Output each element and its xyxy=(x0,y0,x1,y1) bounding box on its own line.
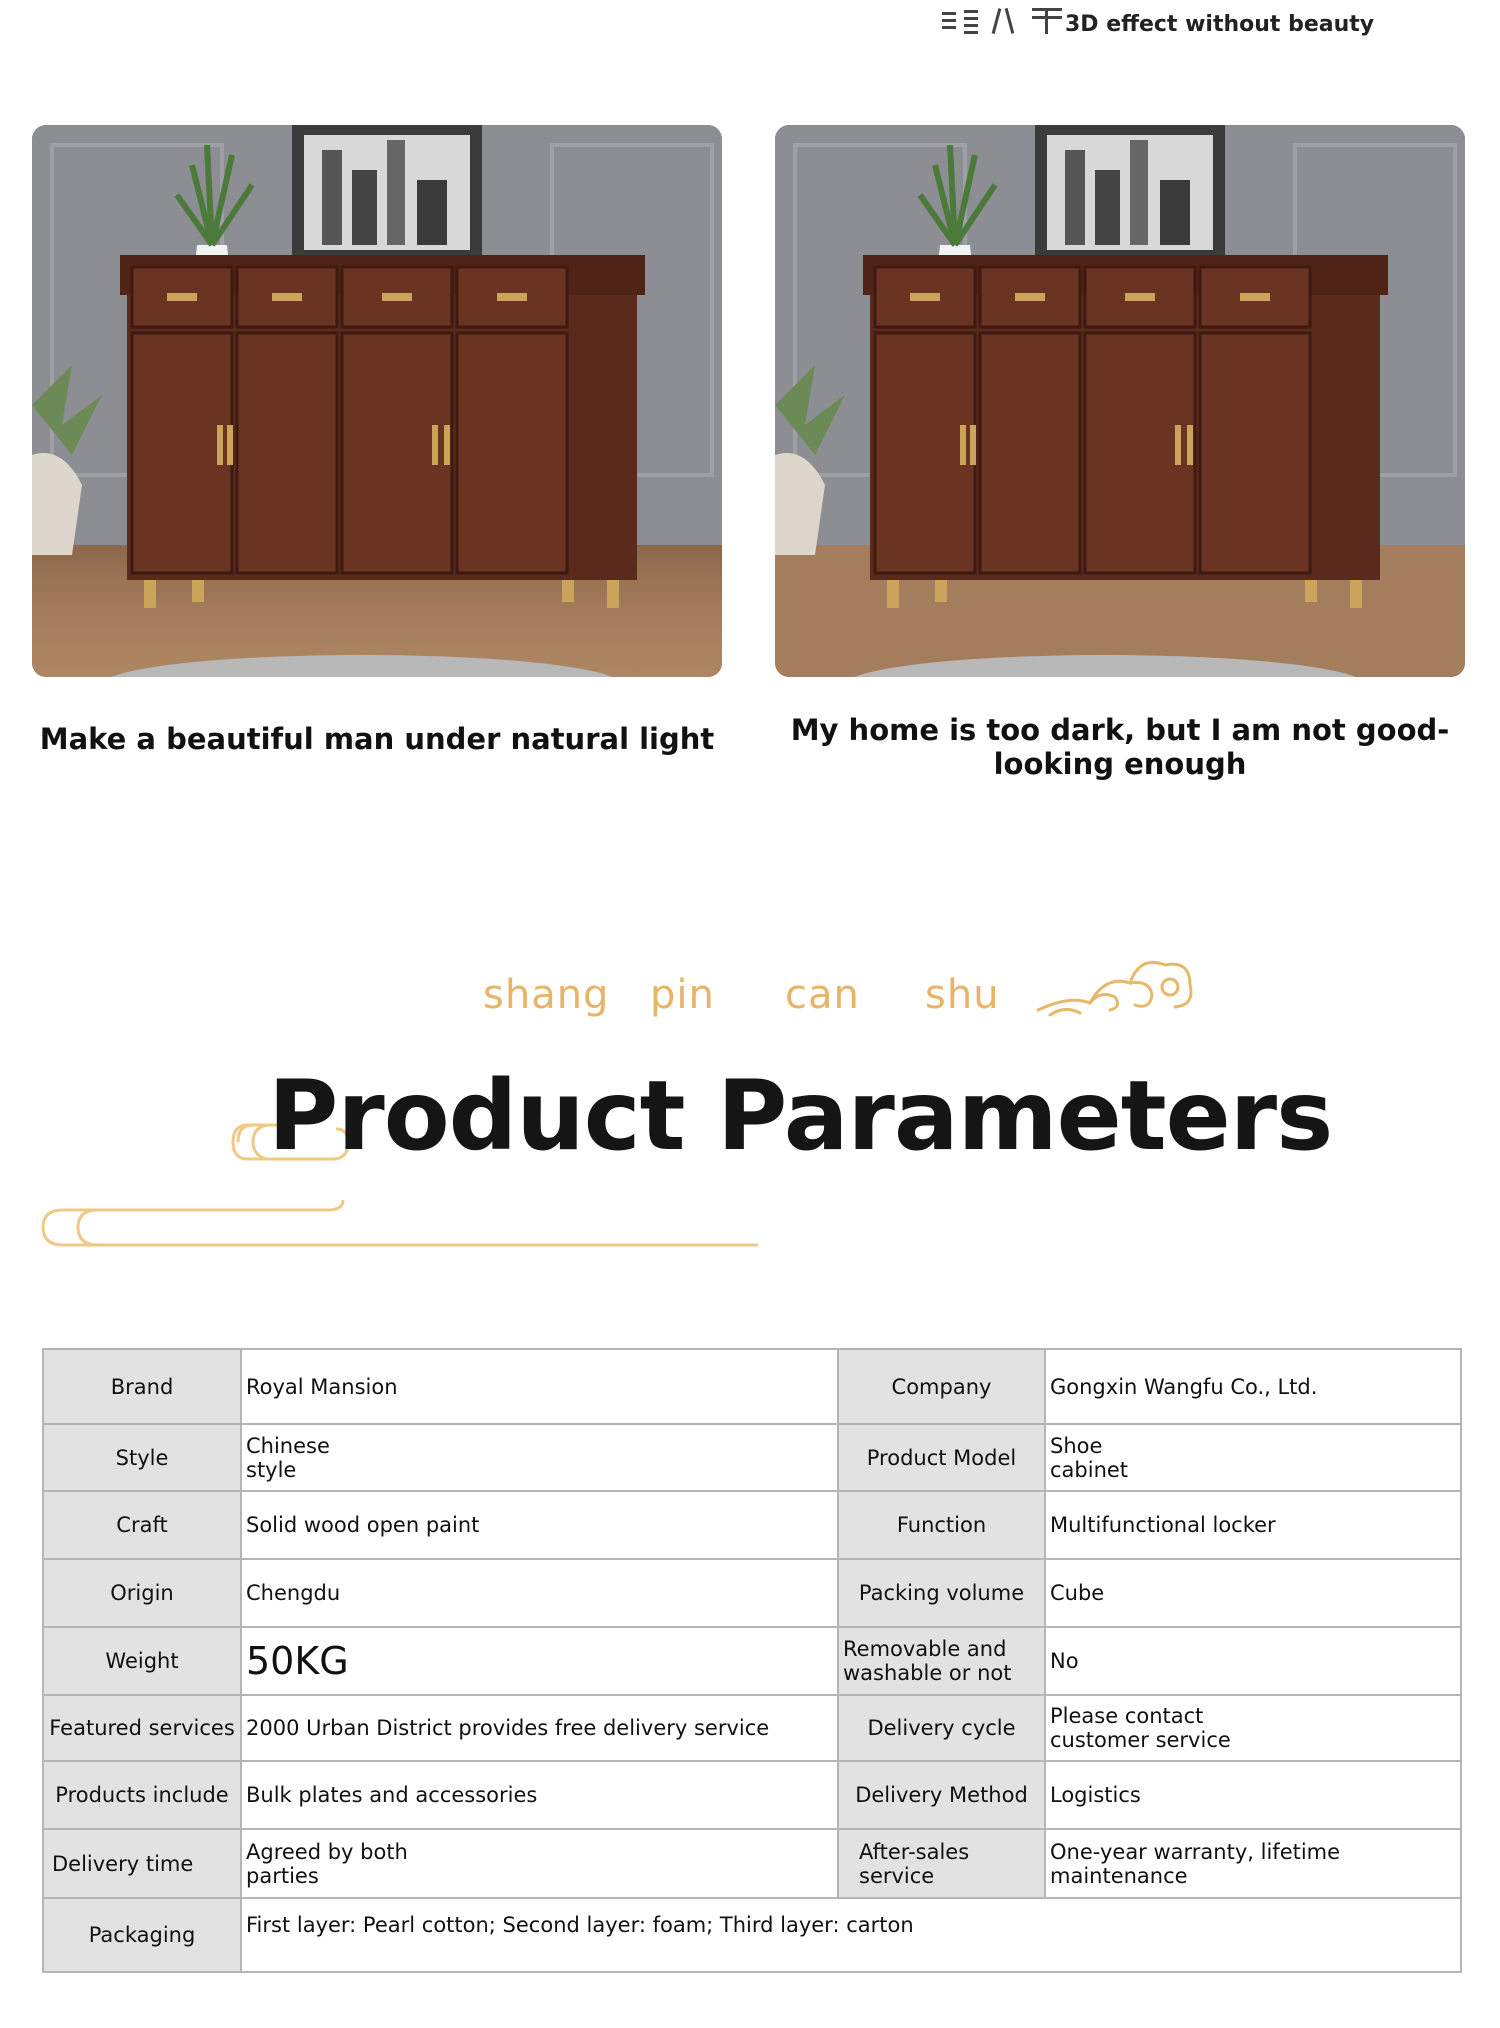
param-label: Product Model xyxy=(838,1424,1045,1491)
product-photo-left xyxy=(32,125,722,677)
param-value: Please contact customer service xyxy=(1045,1695,1461,1761)
param-value: First layer: Pearl cotton; Second layer: foam; Third layer: carton xyxy=(241,1898,1461,1972)
param-label: Style xyxy=(43,1424,241,1491)
pinyin-word: can xyxy=(785,972,860,1018)
param-value: Agreed by both parties xyxy=(241,1829,838,1898)
param-label: Brand xyxy=(43,1349,241,1424)
param-value: Cube xyxy=(1045,1559,1461,1627)
table-row xyxy=(43,1695,1461,1761)
param-label: Craft xyxy=(43,1491,241,1559)
param-label: Packing volume xyxy=(838,1559,1045,1627)
param-label: After-sales service xyxy=(838,1829,1045,1898)
param-label: Weight xyxy=(43,1627,241,1695)
param-value: 2000 Urban District provides free delivery service xyxy=(241,1695,838,1761)
param-label: Delivery time xyxy=(43,1829,241,1898)
product-parameters-table xyxy=(42,1348,1462,1973)
auspicious-cloud-icon xyxy=(1030,935,1200,1025)
table-row xyxy=(43,1627,1461,1695)
param-label: Products include xyxy=(43,1761,241,1829)
param-label: Origin xyxy=(43,1559,241,1627)
param-value: Shoe cabinet xyxy=(1045,1424,1461,1491)
caption-left: Make a beautiful man under natural light xyxy=(39,722,715,756)
param-value: One-year warranty, lifetime maintenance xyxy=(1045,1829,1461,1898)
param-label: Delivery cycle xyxy=(838,1695,1045,1761)
param-label: Removable and washable or not xyxy=(838,1627,1045,1695)
param-value: Chinese style xyxy=(241,1424,838,1491)
table-row xyxy=(43,1491,1461,1559)
table-row xyxy=(43,1761,1461,1829)
param-value: No xyxy=(1045,1627,1461,1695)
param-value: Logistics xyxy=(1045,1761,1461,1829)
param-value: Solid wood open paint xyxy=(241,1491,838,1559)
table-row xyxy=(43,1898,1461,1972)
table-row xyxy=(43,1349,1461,1424)
param-label: Packaging xyxy=(43,1898,241,1972)
banner-text: 3D effect without beauty xyxy=(1065,12,1375,37)
param-value: Royal Mansion xyxy=(241,1349,838,1424)
pinyin-word: shu xyxy=(925,972,1000,1018)
param-label: Featured services xyxy=(43,1695,241,1761)
param-label: Company xyxy=(838,1349,1045,1424)
pinyin-word: pin xyxy=(650,972,715,1018)
shoe-cabinet-illustration-right xyxy=(775,125,1465,677)
pinyin-word: shang xyxy=(483,972,610,1018)
param-value: Bulk plates and accessories xyxy=(241,1761,838,1829)
param-value: Multifunctional locker xyxy=(1045,1491,1461,1559)
param-value: Chengdu xyxy=(241,1559,838,1627)
section-title: Product Parameters xyxy=(268,1060,1333,1172)
param-label: Function xyxy=(838,1491,1045,1559)
param-label: Delivery Method xyxy=(838,1761,1045,1829)
shoe-cabinet-illustration-left xyxy=(32,125,722,677)
param-value: 50KG xyxy=(241,1627,838,1695)
table-row xyxy=(43,1559,1461,1627)
product-photo-right xyxy=(775,125,1465,677)
top-banner xyxy=(940,4,1375,44)
table-row xyxy=(43,1424,1461,1491)
table-row xyxy=(43,1829,1461,1898)
decorative-glyphs-icon xyxy=(940,6,1065,36)
caption-right: My home is too dark, but I am not good-looking enough xyxy=(790,713,1450,781)
param-value: Gongxin Wangfu Co., Ltd. xyxy=(1045,1349,1461,1424)
